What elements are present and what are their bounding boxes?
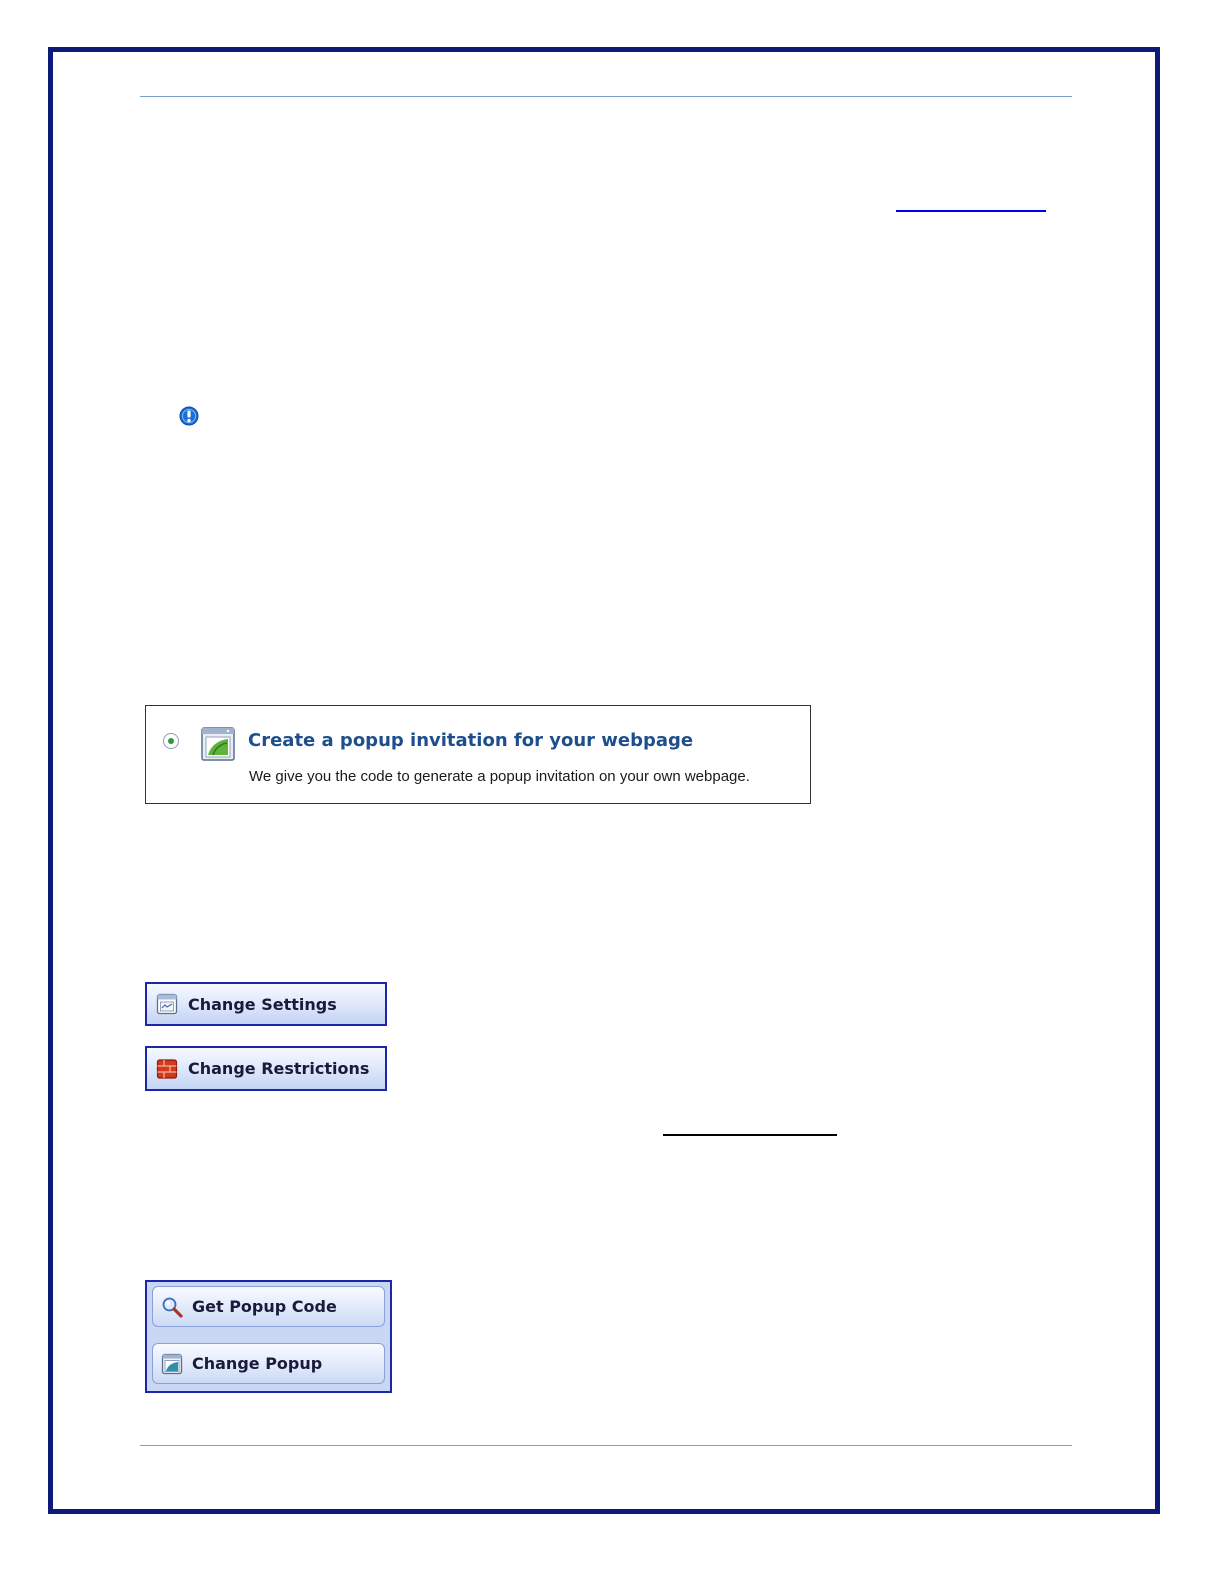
- hyperlink-underline[interactable]: [663, 1134, 837, 1136]
- magnifier-icon: [161, 1296, 183, 1318]
- popup-window-icon: [201, 727, 235, 761]
- popup-option-description: We give you the code to generate a popup invitation on your own webpage.: [249, 768, 750, 785]
- settings-window-icon: [156, 993, 178, 1015]
- change-settings-label: Change Settings: [188, 994, 337, 1014]
- popup-option-title: Create a popup invitation for your webpage: [248, 730, 694, 751]
- change-settings-button[interactable]: [145, 982, 387, 1026]
- get-popup-code-label: Get Popup Code: [192, 1297, 337, 1316]
- popup-window-icon: [161, 1353, 183, 1375]
- popup-invitation-option[interactable]: [145, 705, 811, 804]
- change-popup-label: Change Popup: [192, 1354, 323, 1373]
- hyperlink-underline[interactable]: [896, 210, 1046, 212]
- popup-invitation-radio[interactable]: [163, 733, 179, 749]
- header-rule: [140, 96, 1072, 97]
- firewall-brick-icon: [156, 1058, 178, 1080]
- get-popup-code-button[interactable]: [152, 1286, 385, 1327]
- change-restrictions-label: Change Restrictions: [188, 1059, 370, 1078]
- info-exclamation-icon: [179, 406, 199, 426]
- change-restrictions-button[interactable]: [145, 1046, 387, 1091]
- radio-selected-dot: [168, 738, 174, 744]
- change-popup-button[interactable]: [152, 1343, 385, 1384]
- footer-rule: [140, 1445, 1072, 1446]
- popup-button-group: [145, 1280, 392, 1393]
